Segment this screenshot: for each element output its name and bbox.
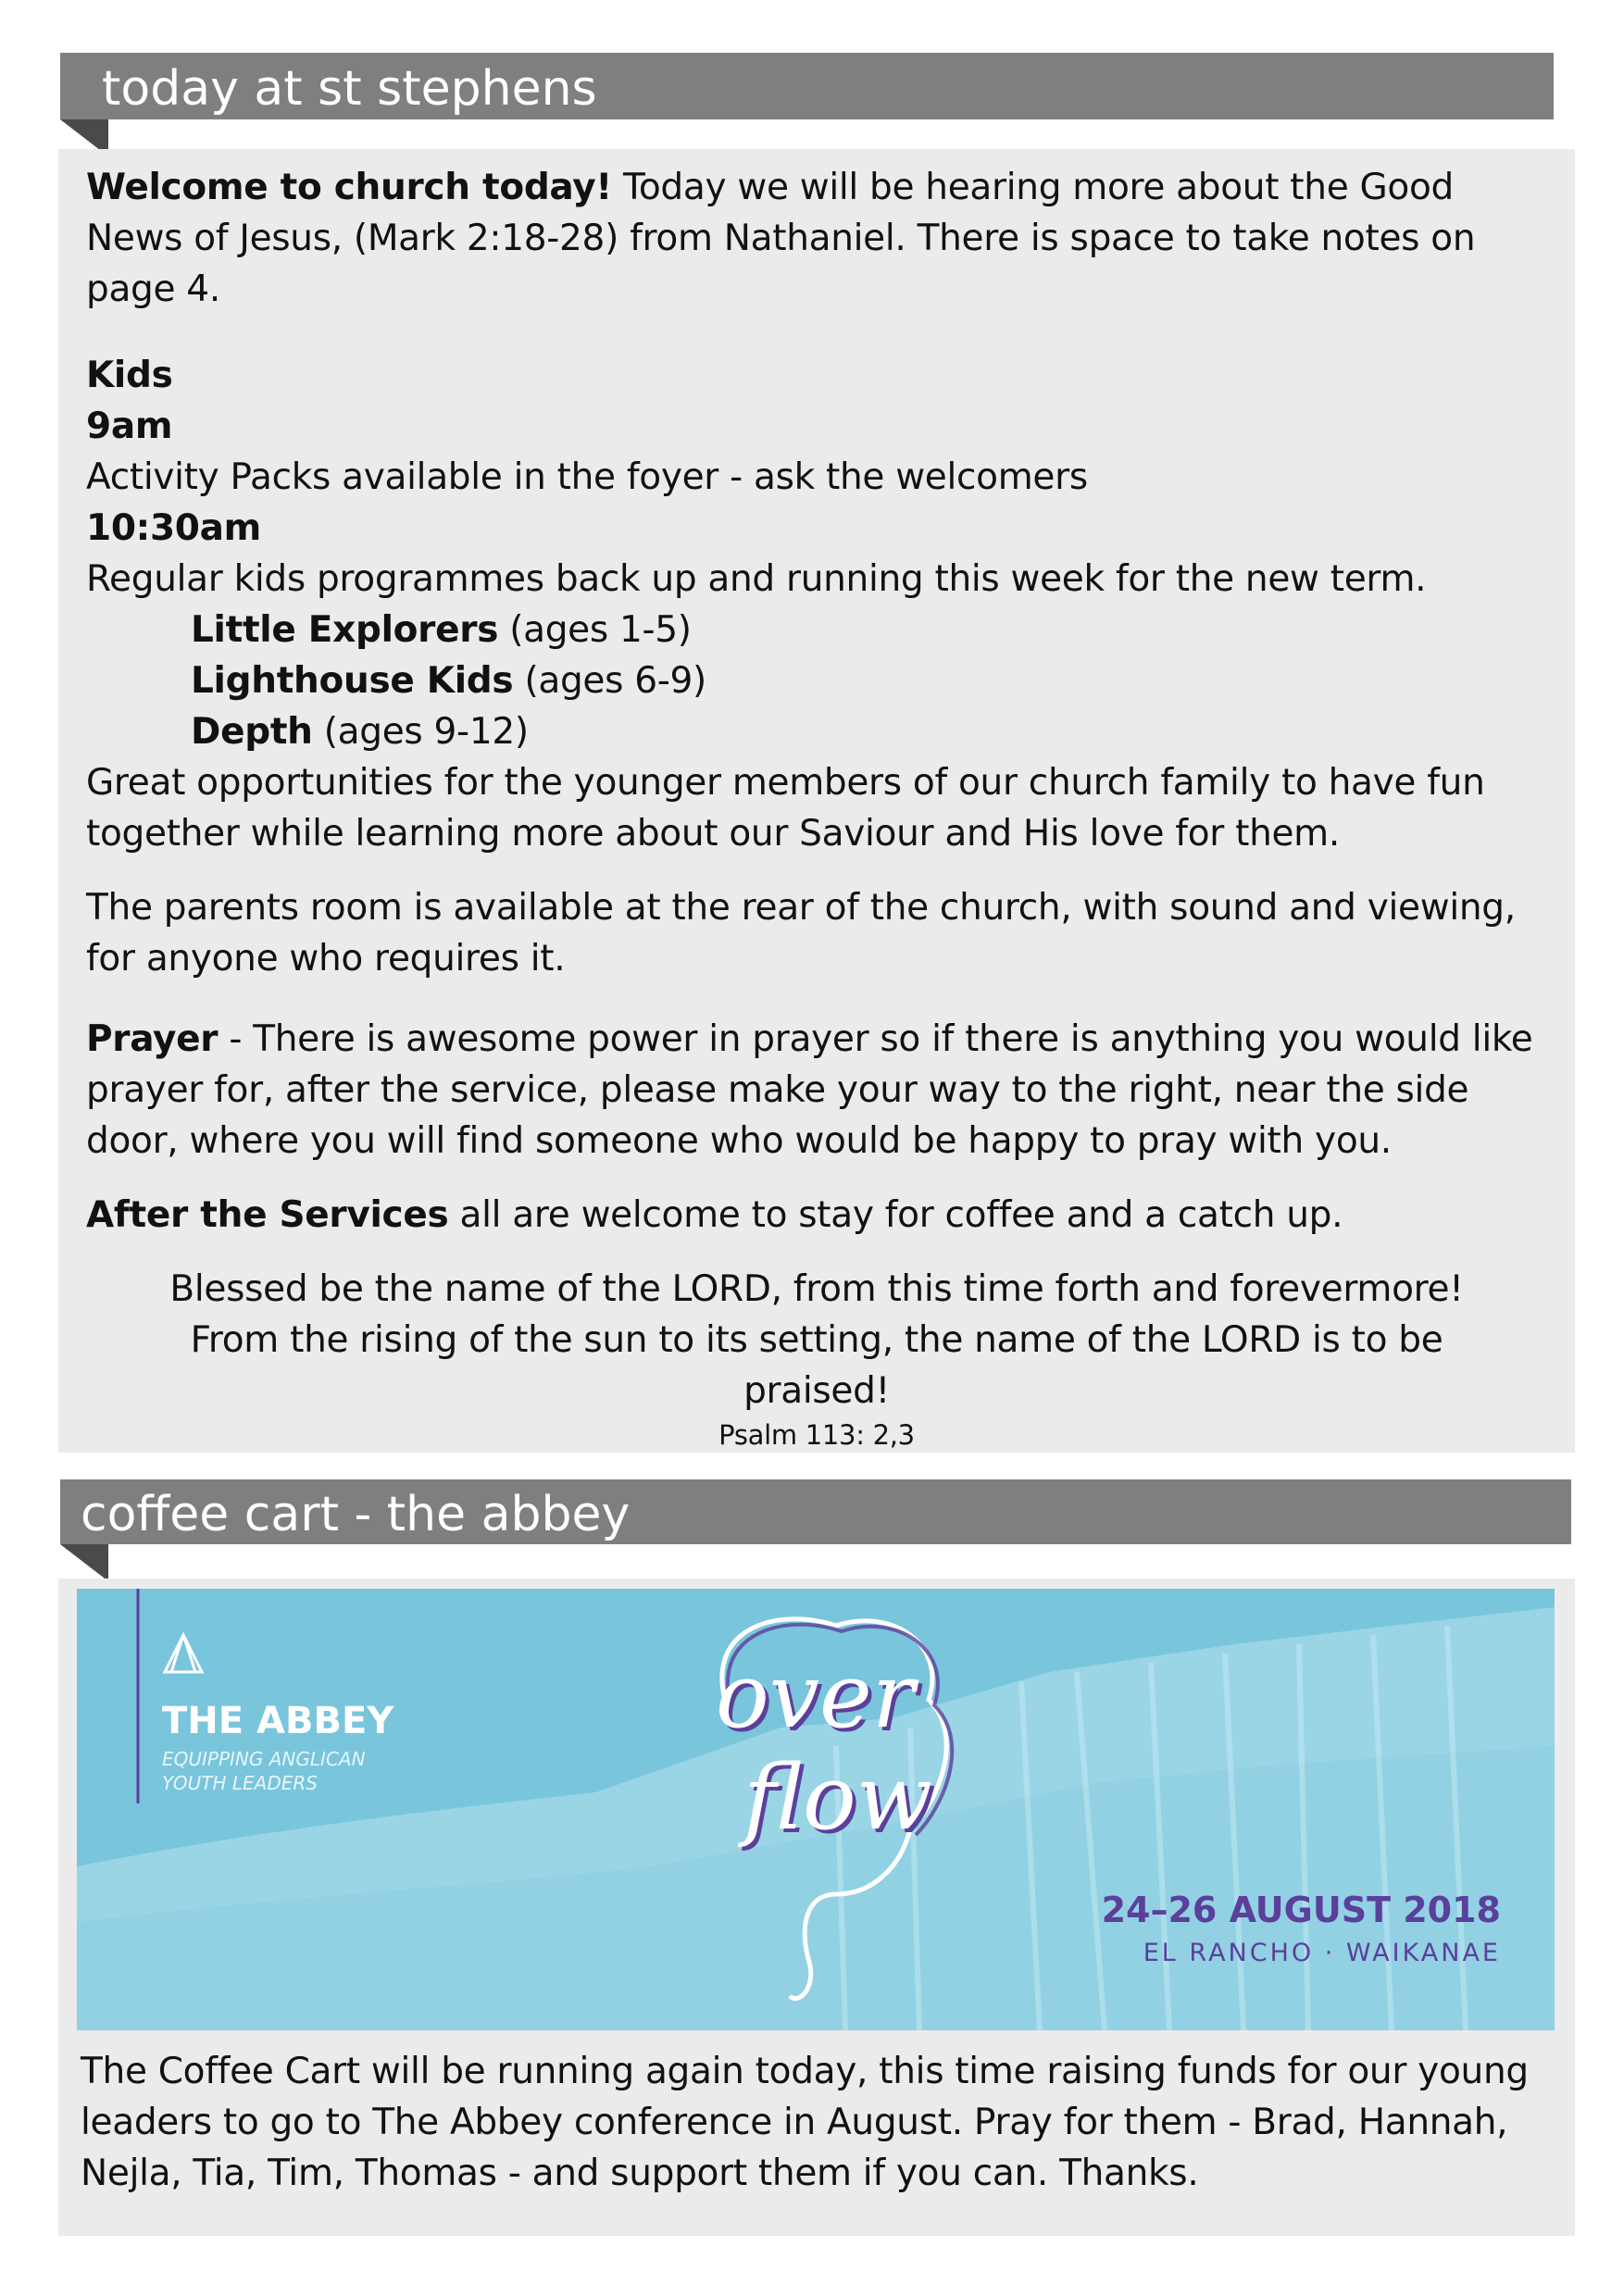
programme-item <box>86 706 1547 757</box>
verse-line-2: From the rising of the sun to its setting, the name of the LORD is to be praised! <box>190 1319 1443 1412</box>
coffee-cart-text: The Coffee Cart will be running again today, this time raising funds for our young leaders to go to The Abbey conference in August. Pray for them - Brad, Hannah, Nejla, Tia, Tim, Thomas - and support them if you can. Thanks. <box>81 2051 1529 2194</box>
opportunities-text: Great opportunities for the younger members of our church family to have fun together while learning more about our Saviour and His love for them. <box>86 762 1485 855</box>
overflow-logo-word-2: flow <box>743 1746 932 1850</box>
time-9am: 9am <box>86 406 173 447</box>
programme-name: Depth <box>191 711 313 753</box>
banner-fold <box>60 1544 108 1581</box>
section-title: coffee cart - the abbey <box>81 1487 631 1542</box>
programme-item <box>86 605 1547 655</box>
coffee-cart-panel <box>58 1578 1575 2236</box>
abbey-tagline-1: EQUIPPING ANGLICAN <box>162 1748 366 1770</box>
programme-ages: (ages 1-5) <box>498 609 692 651</box>
verse-reference: Psalm 113: 2,3 <box>718 1419 915 1451</box>
parents-room-text: The parents room is available at the rear of the church, with sound and viewing, for anyone who requires it. <box>86 887 1516 980</box>
programme-item <box>86 655 1547 706</box>
section-header-coffee-cart <box>60 1479 1571 1544</box>
abbey-org-name: THE ABBEY <box>162 1700 394 1742</box>
time-9am-text: Activity Packs available in the foyer - ask the welcomers <box>86 456 1088 498</box>
event-dates: 24–26 AUGUST 2018 <box>1101 1890 1501 1930</box>
welcome-paragraph <box>86 162 1547 315</box>
today-panel <box>58 149 1575 1453</box>
programme-ages: (ages 6-9) <box>513 660 706 702</box>
section-header-today <box>60 53 1554 119</box>
overflow-logo-word-1: over <box>716 1644 915 1748</box>
section-title: today at st stephens <box>102 61 597 117</box>
prayer-paragraph <box>86 1014 1547 1167</box>
programme-ages: (ages 9-12) <box>312 711 529 753</box>
after-services-paragraph <box>86 1190 1547 1241</box>
welcome-text: Today we will be hearing more about the Good News of Jesus, (Mark 2:18-28) from Nathaniel. There is space to take notes on page 4. <box>86 167 1476 310</box>
prayer-heading: Prayer <box>86 1018 219 1060</box>
verse-line-1: Blessed be the name of the LORD, from this time forth and forevermore! <box>169 1268 1464 1310</box>
welcome-heading: Welcome to church today! <box>86 167 612 208</box>
event-location: EL RANCHO · WAIKANAE <box>1143 1939 1501 1967</box>
triangle-logo-icon <box>165 1635 202 1672</box>
programme-name: Little Explorers <box>191 609 499 651</box>
programme-name: Lighthouse Kids <box>191 660 514 702</box>
after-services-text: all are welcome to stay for coffee and a catch up. <box>448 1194 1343 1236</box>
after-services-heading: After the Services <box>86 1194 449 1236</box>
prayer-text: - There is awesome power in prayer so if there is anything you would like prayer for, after the service, please make your way to the right, near the side door, where you will find someone who would be happy to pray with you. <box>86 1018 1533 1162</box>
time-1030am: 10:30am <box>86 507 261 549</box>
abbey-tagline-2: YOUTH LEADERS <box>162 1772 318 1794</box>
kids-heading: Kids <box>86 355 173 396</box>
abbey-overflow-banner <box>77 1589 1555 2030</box>
time-1030am-text: Regular kids programmes back up and running this week for the new term. <box>86 558 1427 600</box>
